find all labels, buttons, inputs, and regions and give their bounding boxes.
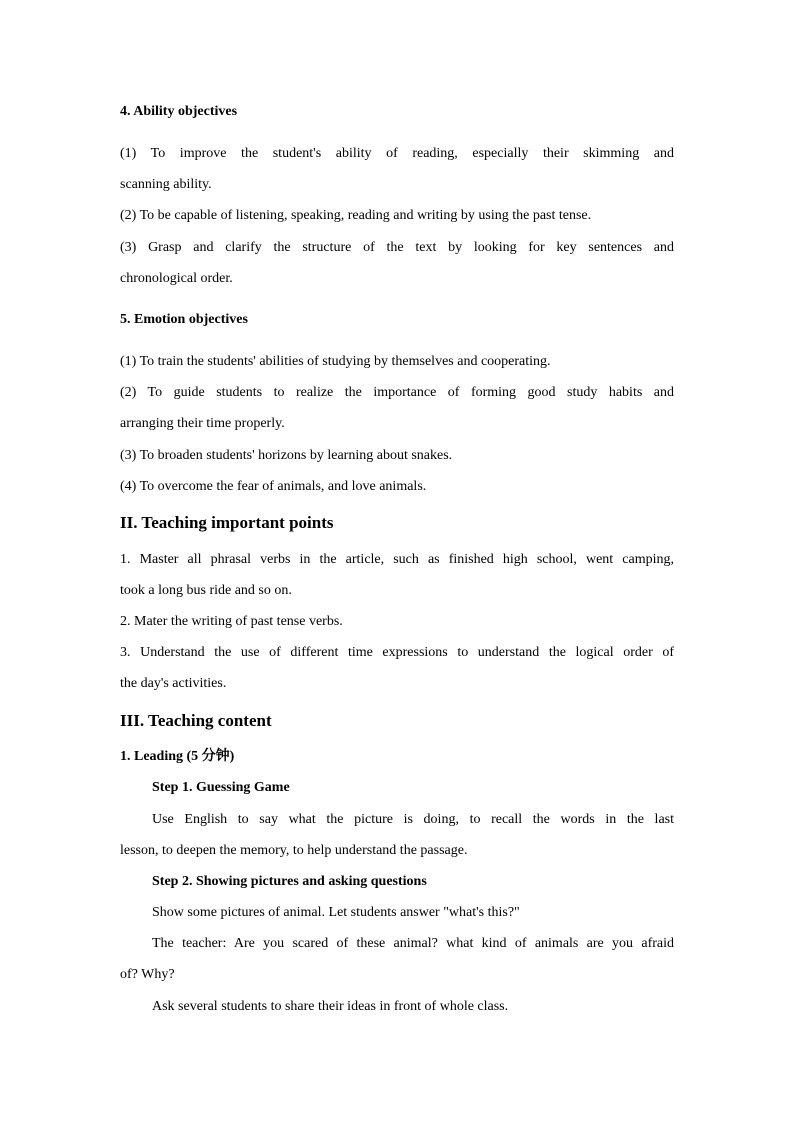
paragraph-line: the day's activities.: [120, 676, 227, 691]
paragraph-line: took a long bus ride and so on.: [120, 583, 292, 598]
paragraph-line: 2. Mater the writing of past tense verbs.: [120, 614, 343, 629]
paragraph-line: Ask several students to share their ideas in front of whole class.: [152, 999, 509, 1014]
paragraph-line: scanning ability.: [120, 177, 212, 192]
paragraph-line: (1) To improve the student's ability of reading, especially their skimming and: [120, 146, 674, 161]
paragraph-line: arranging their time properly.: [120, 416, 285, 431]
paragraph-line: (3) To broaden students' horizons by learning about snakes.: [120, 448, 453, 463]
section-heading-emotion: 5. Emotion objectives: [120, 312, 248, 327]
section-title-important-points: II. Teaching important points: [120, 513, 334, 532]
paragraph-line: (2) To guide students to realize the importance of forming good study habits and: [120, 385, 674, 400]
step-title: Step 2. Showing pictures and asking questions: [152, 874, 427, 889]
subsection-heading-leading: 1. Leading (5 分钟): [120, 749, 235, 764]
section-heading-ability: 4. Ability objectives: [120, 104, 238, 119]
step-title: Step 1. Guessing Game: [152, 780, 290, 795]
paragraph-line: 3. Understand the use of different time expressions to understand the logical order of: [120, 645, 674, 660]
paragraph-line: (4) To overcome the fear of animals, and love animals.: [120, 479, 427, 494]
paragraph-line: The teacher: Are you scared of these animal? what kind of animals are you afraid: [152, 936, 674, 951]
paragraph-line: (3) Grasp and clarify the structure of the text by looking for key sentences and: [120, 240, 674, 255]
paragraph-line: of? Why?: [120, 967, 175, 982]
paragraph-line: lesson, to deepen the memory, to help understand the passage.: [120, 843, 468, 858]
section-title-teaching-content: III. Teaching content: [120, 711, 272, 730]
paragraph-line: Show some pictures of animal. Let students answer "what's this?": [152, 905, 520, 920]
paragraph-line: 1. Master all phrasal verbs in the article, such as finished high school, went camping,: [120, 552, 674, 567]
paragraph-line: Use English to say what the picture is doing, to recall the words in the last: [152, 812, 674, 827]
paragraph-line: chronological order.: [120, 271, 233, 286]
paragraph-line: (2) To be capable of listening, speaking, reading and writing by using the past tense.: [120, 208, 592, 223]
paragraph-line: (1) To train the students' abilities of studying by themselves and cooperating.: [120, 354, 551, 369]
